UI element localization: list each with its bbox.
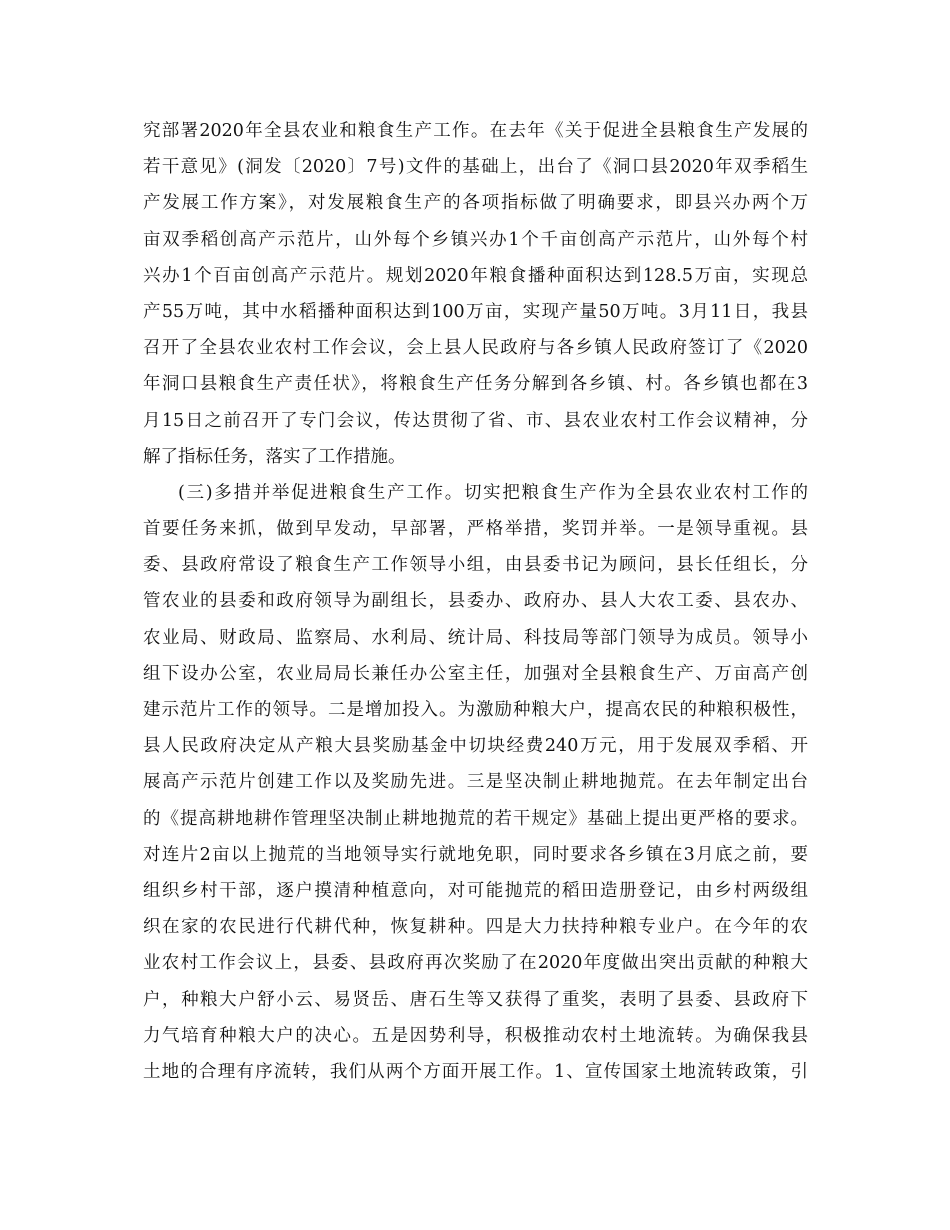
document-body [143,113,808,1090]
text-line: 亩双季稻创高产示范片，山外每个乡镇兴办1个千亩创高产示范片，山外每个村 [143,229,808,250]
text-line: 县人民政府决定从产粮大县奖励基金中切块经费240万元，用于发展双季稻、开 [143,736,808,757]
text-line: 的《提高耕地耕作管理坚决制止耕地抛荒的若干规定》基础上提出更严格的要求。 [143,808,808,829]
text-line: 展高产示范片创建工作以及奖励先进。三是坚决制止耕地抛荒。在去年制定出台 [143,772,808,793]
text-line: 解了指标任务，落实了工作措施。 [143,446,406,467]
text-line: 力气培育种粮大户的决心。五是因势利导，积极推动农村土地流转。为确保我县 [143,1025,808,1046]
text-line: 产发展工作方案》，对发展粮食生产的各项指标做了明确要求，即县兴办两个万 [143,193,808,214]
text-line: 织在家的农民进行代耕代种，恢复耕种。四是大力扶持种粮专业户。在今年的农 [143,917,808,938]
text-line: 若干意见》(洞发〔2020〕7号)文件的基础上，出台了《洞口县2020年双季稻生 [143,157,808,178]
text-line: 究部署2020年全县农业和粮食生产工作。在去年《关于促进全县粮食生产发展的 [143,121,808,141]
paragraph-1 [143,113,808,475]
text-line: 产55万吨，其中水稻播种面积达到100万亩，实现产量50万吨。3月11日，我县 [143,301,808,322]
text-line: 对连片2亩以上抛荒的当地领导实行就地免职，同时要求各乡镇在3月底之前，要 [143,844,808,865]
text-line: 农业局、财政局、监察局、水利局、统计局、科技局等部门领导为成员。领导小 [143,627,808,648]
text-line: 建示范片工作的领导。二是增加投入。为激励种粮大户，提高农民的种粮积极性， [143,700,808,720]
text-line: 土地的合理有序流转，我们从两个方面开展工作。1、宣传国家土地流转政策，引 [143,1061,808,1082]
paragraph-2 [143,475,808,1090]
text-line: (三)多措并举促进粮食生产工作。切实把粮食生产作为全县农业农村工作的 [178,482,808,503]
text-line: 年洞口县粮食生产责任状》，将粮食生产任务分解到各乡镇、村。各乡镇也都在3 [143,374,808,395]
text-line: 兴办1个百亩创高产示范片。规划2020年粮食播种面积达到128.5万亩，实现总 [143,265,808,286]
text-line: 召开了全县农业农村工作会议，会上县人民政府与各乡镇人民政府签订了《2020 [143,338,808,359]
text-line: 户，种粮大户舒小云、易贤岳、唐石生等又获得了重奖，表明了县委、县政府下 [143,989,808,1010]
text-line: 管农业的县委和政府领导为副组长，县委办、政府办、县人大农工委、县农办、 [143,591,808,612]
text-line: 委、县政府常设了粮食生产工作领导小组，由县委书记为顾问，县长任组长，分 [143,555,808,576]
text-line: 组织乡村干部，逐户摸清种植意向，对可能抛荒的稻田造册登记，由乡村两级组 [143,880,808,901]
text-line: 月15日之前召开了专门会议，传达贯彻了省、市、县农业农村工作会议精神，分 [143,410,808,431]
text-line: 组下设办公室，农业局局长兼任办公室主任，加强对全县粮食生产、万亩高产创 [143,663,808,684]
text-line: 业农村工作会议上，县委、县政府再次奖励了在2020年度做出突出贡献的种粮大 [143,953,808,974]
text-line: 首要任务来抓，做到早发动，早部署，严格举措，奖罚并举。一是领导重视。县 [143,519,808,540]
